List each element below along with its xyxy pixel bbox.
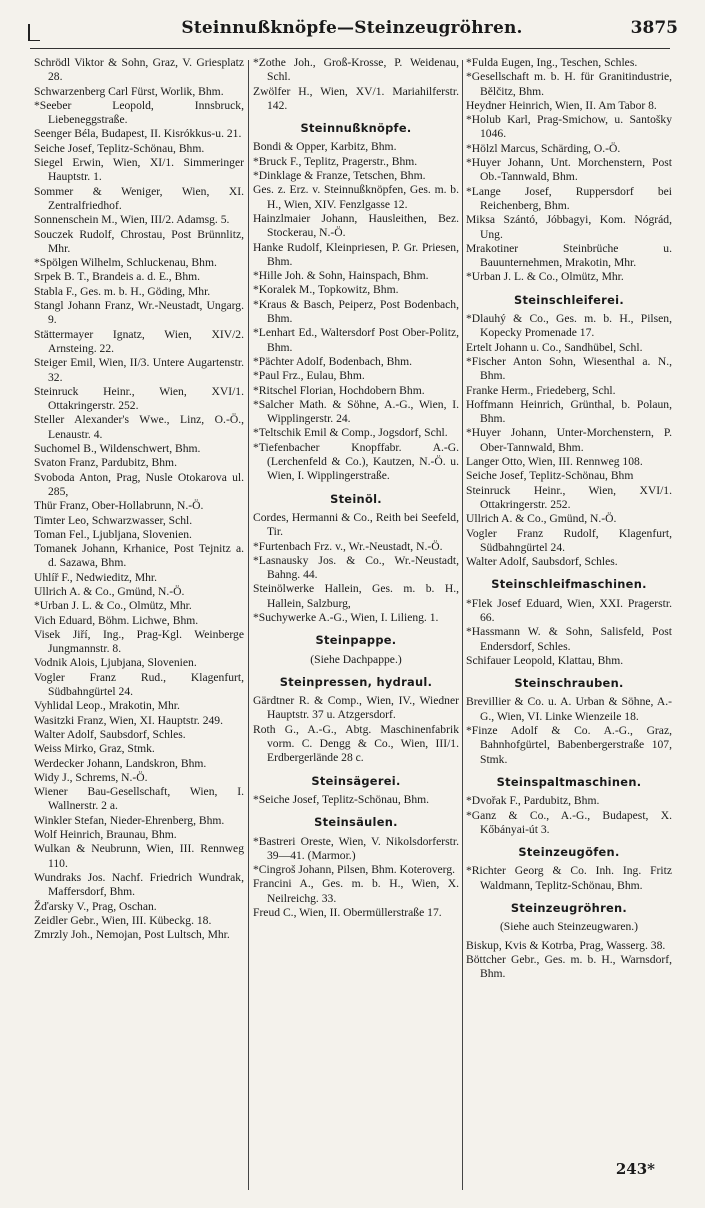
directory-entry: Wundraks Jos. Nachf. Friedrich Wundrak, Maffersdorf, Bhm. xyxy=(34,870,244,899)
directory-entry: Walter Adolf, Saubsdorf, Schles. xyxy=(466,555,618,569)
directory-entry: *Richter Georg & Co. Inh. Ing. Fritz Waldmann, Teplitz-Schönau, Bhm. xyxy=(466,864,672,892)
section-heading: Steinnußknöpfe. xyxy=(300,121,412,136)
directory-entry: Werdecker Johann, Landskron, Bhm. xyxy=(34,756,207,770)
directory-entry: *Urban J. L. & Co., Olmütz, Mhr. xyxy=(34,599,192,613)
section-heading: Steinzeugröhren. xyxy=(510,901,628,916)
directory-entry: Steinruck Heinr., Wien, XVI/1. Ottakringerstr. 252. xyxy=(466,483,672,511)
directory-entry: Widy J., Schrems, N.-Ö. xyxy=(34,770,148,784)
directory-entry: *Seiche Josef, Teplitz-Schönau, Bhm. xyxy=(253,792,430,806)
directory-entry: Zwölfer H., Wien, XV/1. Mariahilferstr. 142. xyxy=(253,84,459,112)
directory-entry: Toman Fel., Ljubljana, Slovenien. xyxy=(34,527,192,541)
directory-entry: *Ritschel Florian, Hochdobern Bhm. xyxy=(253,383,425,397)
directory-entry: Cordes, Hermanni & Co., Reith bei Seefeld, Tir. xyxy=(253,510,459,539)
directory-entry: Siegel Erwin, Wien, XI/1. Simmeringer Hauptstr. 1. xyxy=(34,156,244,184)
directory-entry: Vogler Franz Rud., Klagenfurt, Südbahngürtel 24. xyxy=(34,670,244,699)
section-heading: Steinpappe. xyxy=(315,633,397,648)
directory-entry: *Ganz & Co., A.-G., Budapest, X. Kőbányai-út 3. xyxy=(466,808,672,836)
directory-entry: Visek Jiří, Ing., Prag-Kgl. Weinberge Jungmannstr. 8. xyxy=(34,627,244,656)
directory-entry: Weiss Mirko, Graz, Stmk. xyxy=(34,742,155,756)
directory-entry: Heydner Heinrich, Wien, II. Am Tabor 8. xyxy=(466,98,657,112)
directory-entry: *Tiefenbacher Knopffabr. A.-G. (Lerchenfeld & Co.), Kautzen, N.-Ö. u. Wien, I. Wipplingerstraße. xyxy=(253,440,459,483)
section-heading: Steinsäulen. xyxy=(314,815,398,830)
directory-entry: *Fulda Eugen, Ing., Teschen, Schles. xyxy=(466,56,638,69)
directory-entry: *Teltschik Emil & Comp., Jogsdorf, Schl. xyxy=(253,426,448,440)
directory-entry: *Spölgen Wilhelm, Schluckenau, Bhm. xyxy=(34,256,217,270)
page-header xyxy=(22,14,682,46)
directory-entry: *Lenhart Ed., Waltersdorf Post Ober-Politz, Bhm. xyxy=(253,326,459,354)
directory-entry: Wasitzki Franz, Wien, XI. Hauptstr. 249. xyxy=(34,713,224,727)
column-left xyxy=(34,56,244,942)
directory-entry: *Fischer Anton Sohn, Wiesenthal a. N., Bhm. xyxy=(466,354,672,383)
directory-entry: Böttcher Gebr., Ges. m. b. H., Warnsdorf, Bhm. xyxy=(466,952,672,981)
directory-entry: Timter Leo, Schwarzwasser, Schl. xyxy=(34,513,193,527)
directory-entry: *Holub Karl, Prag-Smichow, u. Santošky 1046. xyxy=(466,113,672,141)
directory-entry: Svoboda Anton, Prag, Nusle Otokarova ul. 285, xyxy=(34,470,244,498)
directory-entry: Vodnik Alois, Ljubjana, Slovenien. xyxy=(34,656,197,670)
directory-entry: Walter Adolf, Saubsdorf, Schles. xyxy=(34,727,186,741)
directory-entry: Brevillier & Co. u. A. Urban & Söhne, A.-G., Wien, VI. Linke Wienzeile 18. xyxy=(466,695,672,723)
directory-entry: Mrakotiner Steinbrüche u. Bauunternehmen, Mrakotin, Mhr. xyxy=(466,241,672,270)
directory-entry: Uhlíř F., Nedwieditz, Mhr. xyxy=(34,570,158,584)
section-heading: Steinzeugöfen. xyxy=(518,845,620,860)
directory-entry: *Dlauhý & Co., Ges. m. b. H., Pilsen, Kopecky Promenade 17. xyxy=(466,312,672,340)
directory-entry: *Seeber Leopold, Innsbruck, Liebeneggstraße. xyxy=(34,98,244,127)
header-rule xyxy=(30,48,670,49)
directory-entry: Žďarsky V., Prag, Oschan. xyxy=(34,899,157,913)
directory-entry: *Hölzl Marcus, Schärding, O.-Ö. xyxy=(466,141,621,155)
directory-entry: *Suchywerke A.-G., Wien, I. Lilieng. 1. xyxy=(253,610,439,624)
directory-entry: *Hassmann W. & Sohn, Salisfeld, Post Endersdorf, Schles. xyxy=(466,625,672,653)
column-right xyxy=(466,56,672,982)
directory-entry: Hoffmann Heinrich, Grünthal, b. Polaun, Bhm. xyxy=(466,397,672,426)
directory-entry: *Finze Adolf & Co. A.-G., Graz, Bahnhofgürtel, Babenbergerstraße 107, Stmk. xyxy=(466,724,672,766)
directory-entry: Srpek B. T., Brandeis a. d. E., Bhm. xyxy=(34,270,201,284)
directory-entry: *Koralek M., Topkowitz, Bhm. xyxy=(253,283,399,297)
directory-entry: Thür Franz, Ober-Hollabrunn, N.-Ö. xyxy=(34,499,204,513)
directory-entry: Svaton Franz, Pardubitz, Bhm. xyxy=(34,456,177,470)
directory-entry: *Dinklage & Franze, Tetschen, Bhm. xyxy=(253,169,426,183)
directory-entry: Wiener Bau-Gesellschaft, Wien, I. Wallnerstr. 2 a. xyxy=(34,785,244,813)
directory-entry: Steller Alexander's Wwe., Linz, O.-Ö., Lenaustr. 4. xyxy=(34,413,244,441)
directory-entry: *Flek Josef Eduard, Wien, XXI. Pragerstr. 66. xyxy=(466,596,672,624)
directory-entry: *Huyer Johann, Unt. Morchenstern, Post Ob.-Tannwald, Bhm. xyxy=(466,156,672,184)
directory-entry: *Cingroš Johann, Pilsen, Bhm. Koteroverg. xyxy=(253,863,456,877)
directory-entry: Sommer & Weniger, Wien, XI. Zentralfriedhof. xyxy=(34,184,244,212)
section-note: (Siehe Dachpappe.) xyxy=(310,652,402,666)
directory-entry: Zeidler Gebr., Wien, III. Kübeckg. 18. xyxy=(34,913,212,927)
directory-entry: Suchomel B., Wildenschwert, Bhm. xyxy=(34,442,201,456)
directory-entry: *Lasnausky Jos. & Co., Wr.-Neustadt, Bahng. 44. xyxy=(253,553,459,582)
directory-entry: Stabla F., Ges. m. b. H., Göding, Mhr. xyxy=(34,284,211,298)
directory-entry: *Bruck F., Teplitz, Pragerstr., Bhm. xyxy=(253,154,418,168)
directory-entry: *Bastreri Oreste, Wien, V. Nikolsdorferstr. 39—41. (Marmor.) xyxy=(253,834,459,862)
directory-entry: Stättermayer Ignatz, Wien, XIV/2. Arnsteing. 22. xyxy=(34,327,244,355)
section-heading: Steinöl. xyxy=(330,491,382,506)
section-heading: Steinsägerei. xyxy=(311,773,401,788)
directory-entry: Biskup, Kvis & Kotrba, Prag, Wasserg. 38. xyxy=(466,938,666,952)
directory-entry: Langer Otto, Wien, III. Rennweg 108. xyxy=(466,455,643,469)
directory-entry: Seenger Béla, Budapest, II. Kisrókkus-u. 21. xyxy=(34,127,242,141)
directory-entry: Ullrich A. & Co., Gmünd, N.-Ö. xyxy=(34,584,185,598)
directory-entry: Seiche Josef, Teplitz-Schönau, Bhm. xyxy=(34,141,205,155)
directory-entry: Gärdtner R. & Comp., Wien, IV., Wiedner Hauptstr. 37 u. Atzgersdorf. xyxy=(253,694,459,722)
directory-entry: *Salcher Math. & Söhne, A.-G., Wien, I. Wipplingerstr. 24. xyxy=(253,397,459,426)
directory-entry: Stangl Johann Franz, Wr.-Neustadt, Ungarg. 9. xyxy=(34,299,244,327)
page-title: Steinnußknöpfe—Steinzeugröhren. xyxy=(181,18,523,38)
directory-entry: Hainzlmaier Johann, Hausleithen, Bez. Stockerau, N.-Ö. xyxy=(253,211,459,240)
directory-entry: Bondi & Opper, Karbitz, Bhm. xyxy=(253,140,397,154)
directory-entry: Schwarzenberg Carl Fürst, Worlik, Bhm. xyxy=(34,84,224,98)
directory-entry: Vogler Franz Rudolf, Klagenfurt, Südbahngürtel 24. xyxy=(466,526,672,554)
directory-entry: Franke Herm., Friedeberg, Schl. xyxy=(466,383,616,397)
column-divider xyxy=(462,60,463,1190)
directory-entry: *Lange Josef, Ruppersdorf bei Reichenberg, Bhm. xyxy=(466,184,672,212)
directory-entry: Wulkan & Neubrunn, Wien, III. Rennweg 110. xyxy=(34,842,244,870)
directory-entry: Freud C., Wien, II. Obermüllerstraße 17. xyxy=(253,906,442,920)
directory-entry: *Urban J. L. & Co., Olmütz, Mhr. xyxy=(466,270,624,284)
directory-entry: Ertelt Johann u. Co., Sandhübel, Schl. xyxy=(466,340,643,354)
directory-entry: *Paul Frz., Eulau, Bhm. xyxy=(253,369,365,383)
directory-entry: Wolf Heinrich, Braunau, Bhm. xyxy=(34,828,177,842)
directory-entry: Vich Eduard, Böhm. Lichwe, Bhm. xyxy=(34,613,199,627)
directory-entry: Vyhlidal Leop., Mrakotin, Mhr. xyxy=(34,699,180,713)
directory-entry: Francini A., Ges. m. b. H., Wien, X. Neilreichg. 33. xyxy=(253,877,459,905)
directory-entry: Schrödl Viktor & Sohn, Graz, V. Griesplatz 28. xyxy=(34,56,244,84)
directory-entry: Winkler Stefan, Nieder-Ehrenberg, Bhm. xyxy=(34,813,225,827)
directory-entry: *Kraus & Basch, Peiperz, Post Bodenbach, Bhm. xyxy=(253,297,459,326)
directory-entry: Schifauer Leopold, Klattau, Bhm. xyxy=(466,653,624,667)
directory-entry: *Hille Joh. & Sohn, Hainspach, Bhm. xyxy=(253,269,429,283)
directory-entry: Miksa Szántó, Jóbbagyi, Kom. Nógrád, Ung. xyxy=(466,213,672,241)
directory-entry: Ges. z. Erz. v. Steinnußknöpfen, Ges. m. b. H., Wien, XIV. Fenzlgasse 12. xyxy=(253,183,459,211)
directory-entry: Steinölwerke Hallein, Ges. m. b. H., Hallein, Salzburg, xyxy=(253,582,459,610)
directory-entry: *Zothe Joh., Groß-Krosse, P. Weidenau, Schl. xyxy=(253,56,459,84)
directory-entry: *Huyer Johann, Unter-Morchenstern, P. Ober-Tannwald, Bhm. xyxy=(466,426,672,454)
column-divider xyxy=(248,60,249,1190)
directory-entry: *Pächter Adolf, Bodenbach, Bhm. xyxy=(253,354,413,368)
directory-entry: Zmrzly Joh., Nemojan, Post Lultsch, Mhr. xyxy=(34,928,230,942)
directory-entry: *Furtenbach Frz. v., Wr.-Neustadt, N.-Ö. xyxy=(253,539,443,553)
directory-entry: Roth G., A.-G., Abtg. Maschinenfabrik vorm. C. Dengg & Co., Wien, III/1. Erdbergerlände 28 c. xyxy=(253,722,459,765)
printer-signature: 243* xyxy=(615,1160,655,1178)
section-heading: Steinschrauben. xyxy=(514,676,624,691)
directory-entry: *Gesellschaft m. b. H. für Granitindustrie, Bělčitz, Bhm. xyxy=(466,70,672,98)
directory-entry: Ullrich A. & Co., Gmünd, N.-Ö. xyxy=(466,512,617,526)
section-heading: Steinpressen, hydraul. xyxy=(279,674,433,689)
directory-entry: Sonnenschein M., Wien, III/2. Adamsg. 5. xyxy=(34,213,230,227)
directory-entry: Steinruck Heinr., Wien, XVI/1. Ottakringerstr. 252. xyxy=(34,384,244,413)
page-number: 3875 xyxy=(630,18,678,38)
section-heading: Steinschleifmaschinen. xyxy=(491,577,647,592)
section-note: (Siehe auch Steinzeugwaren.) xyxy=(499,920,639,934)
directory-entry: Tomanek Johann, Krhanice, Post Tejnitz a. d. Sazawa, Bhm. xyxy=(34,542,244,570)
directory-entry: Souczek Rudolf, Chrostau, Post Brünnlitz, Mhr. xyxy=(34,227,244,255)
directory-entry: Steiger Emil, Wien, II/3. Untere Augartenstr. 32. xyxy=(34,356,244,384)
directory-entry: *Dvořak F., Pardubitz, Bhm. xyxy=(466,794,600,808)
section-heading: Steinschleiferei. xyxy=(514,292,624,307)
column-middle xyxy=(253,56,459,920)
section-heading: Steinspaltmaschinen. xyxy=(496,774,642,789)
directory-entry: Hanke Rudolf, Kleinpriesen, P. Gr. Priesen, Bhm. xyxy=(253,240,459,268)
directory-entry: Seiche Josef, Teplitz-Schönau, Bhm xyxy=(466,469,634,483)
